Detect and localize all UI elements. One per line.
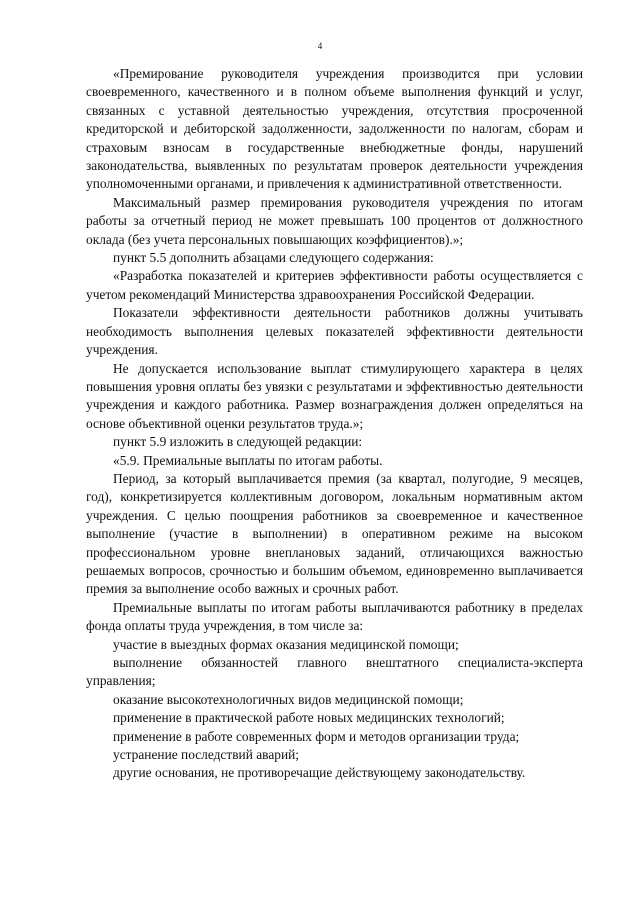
paragraph-stimulus-restriction: Не допускается использование выплат стимулирующего характера в целях повышения уровня оплаты без увязки с результатами и эффективностью деятельности учреждения и каждого работника. Размер вознаграждения должен определяться на основе объективной оценки результатов труда.»; — [86, 360, 583, 431]
paragraph-5-9-title: «5.9. Премиальные выплаты по итогам работы. — [113, 452, 383, 468]
paragraph-indicators-development: «Разработка показателей и критериев эффективности работы осуществляется с учетом рекомендаций Министерства здравоохранения Российской Федерации. — [86, 268, 583, 302]
paragraph-bonus-conditions: «Премирование руководителя учреждения производится при условии своевременного, качественного и в полном объеме выполнения функций и услуг, связанных с уставной деятельностью учреждения, отсутствия просроченной кредиторской и дебиторской задолженности, задолженности по налогам, сборам и страховым взносам в государственные внебюджетные фонды, нарушений законодательства, выявленных по результатам проверок деятельности учреждения уполномоченными органами, и привлечения к административной ответственности. — [86, 66, 583, 192]
paragraph-amend-5-5: пункт 5.5 дополнить абзацами следующего содержания: — [113, 250, 434, 266]
list-item-high-tech-care: оказание высокотехнологичных видов медицинской помощи; — [113, 691, 464, 707]
list-item-accident-recovery: устранение последствий аварий; — [113, 747, 300, 763]
list-item-other-grounds: другие основания, не противоречащие действующему законодательству. — [113, 765, 526, 781]
paragraph-bonus-period: Период, за который выплачивается премия (за квартал, полугодие, 9 месяцев, год), конкретизируется коллективным договором, локальным нормативным актом учреждения. С целью поощрения работников за своевременное и качественное выполнение (участие в выполнении) в оперативном режиме на высоком профессиональном уровне внеплановых заданий, отличающихся важностью решаемых вопросов, срочностью и большим объемом, единовременно выплачивается премия за выполнение особо важных и срочных работ. — [86, 470, 583, 597]
document-body — [86, 65, 583, 783]
list-item-chief-specialist: выполнение обязанностей главного внештатного специалиста-эксперта управления; — [86, 655, 583, 689]
paragraph-max-bonus: Максимальный размер премирования руководителя учреждения по итогам работы за отчетный период не может превышать 100 процентов от должностного оклада (без учета персональных повышающих коэффициентов).»; — [86, 194, 583, 247]
list-item-new-technologies: применение в практической работе новых медицинских технологий; — [113, 710, 505, 726]
list-item-modern-methods: применение в работе современных форм и методов организации труда; — [113, 728, 520, 744]
paragraph-amend-5-9: пункт 5.9 изложить в следующей редакции: — [113, 434, 363, 450]
list-item-field-care: участие в выездных формах оказания медицинской помощи; — [113, 636, 459, 652]
paragraph-bonus-within-fund: Премиальные выплаты по итогам работы выплачиваются работнику в пределах фонда оплаты труда учреждения, в том числе за: — [86, 599, 583, 634]
paragraph-indicators-target: Показатели эффективности деятельности работников должны учитывать необходимость выполнения целевых показателей эффективности деятельности учреждения. — [86, 305, 583, 358]
page-number: 4 — [317, 41, 323, 51]
